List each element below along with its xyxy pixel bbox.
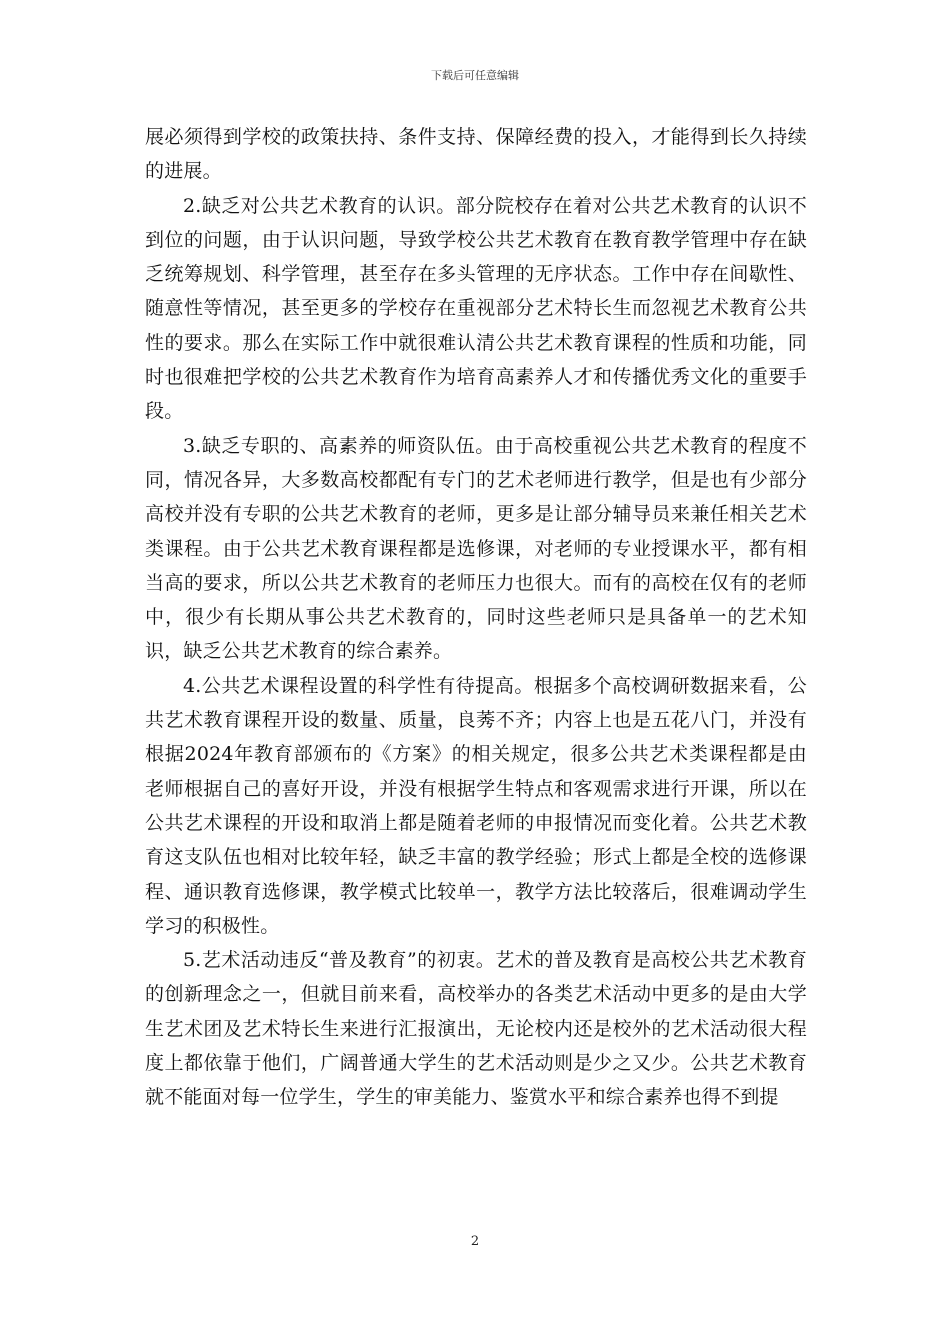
paragraph-item-3: 3.缺乏专职的、高素养的师资队伍。由于高校重视公共艺术教育的程度不同，情况各异，大多数高校都配有专门的艺术老师进行教学，但是也有少部分高校并没有专职的公共艺术教育的老师，更多是让部分辅导员来兼任相关艺术类课程。由于公共艺术教育课程都是选修课，对老师的专业授课水平，都有相当高的要求，所以公共艺术教育的老师压力也很大。而有的高校在仅有的老师中，很少有长期从事公共艺术教育的，同时这些老师只是具备单一的艺术知识，缺乏公共艺术教育的综合素养。: [145, 434, 807, 663]
document-body: [145, 120, 807, 1115]
paragraph-continuation: 展必须得到学校的政策扶持、条件支持、保障经费的投入，才能得到长久持续的进展。: [145, 126, 807, 183]
paragraph-item-5: 5.艺术活动违反“普及教育”的初衷。艺术的普及教育是高校公共艺术教育的创新理念之一，但就目前来看，高校举办的各类艺术活动中更多的是由大学生艺术团及艺术特长生来进行汇报演出，无论校内还是校外的艺术活动很大程度上都依靠于他们，广阔普通大学生的艺术活动则是少之又少。公共艺术教育就不能面对每一位学生，学生的审美能力、鉴赏水平和综合素养也得不到提: [145, 949, 807, 1109]
page-number: 2: [470, 1234, 480, 1249]
paragraph-item-2: 2.缺乏对公共艺术教育的认识。部分院校存在着对公共艺术教育的认识不到位的问题，由于认识问题，导致学校公共艺术教育在教育教学管理中存在缺乏统筹规划、科学管理，甚至存在多头管理的无序状态。工作中存在间歇性、随意性等情况，甚至更多的学校存在重视部分艺术特长生而忽视艺术教育公共性的要求。那么在实际工作中就很难认清公共艺术教育课程的性质和功能，同时也很难把学校的公共艺术教育作为培育高素养人才和传播优秀文化的重要手段。: [145, 194, 807, 423]
page-header: 下载后可任意编辑: [431, 69, 519, 82]
paragraph-item-4: 4.公共艺术课程设置的科学性有待提高。根据多个高校调研数据来看，公共艺术教育课程开设的数量、质量，良莠不齐；内容上也是五花八门，并没有根据2024年教育部颁布的《方案》的相关规定，很多公共艺术类课程都是由老师根据自己的喜好开设，并没有根据学生特点和客观需求进行开课，所以在公共艺术课程的开设和取消上都是随着老师的申报情况而变化着。公共艺术教育这支队伍也相对比较年轻，缺乏丰富的教学经验；形式上都是全校的选修课程、通识教育选修课，教学模式比较单一，教学方法比较落后，很难调动学生学习的积极性。: [145, 674, 807, 937]
